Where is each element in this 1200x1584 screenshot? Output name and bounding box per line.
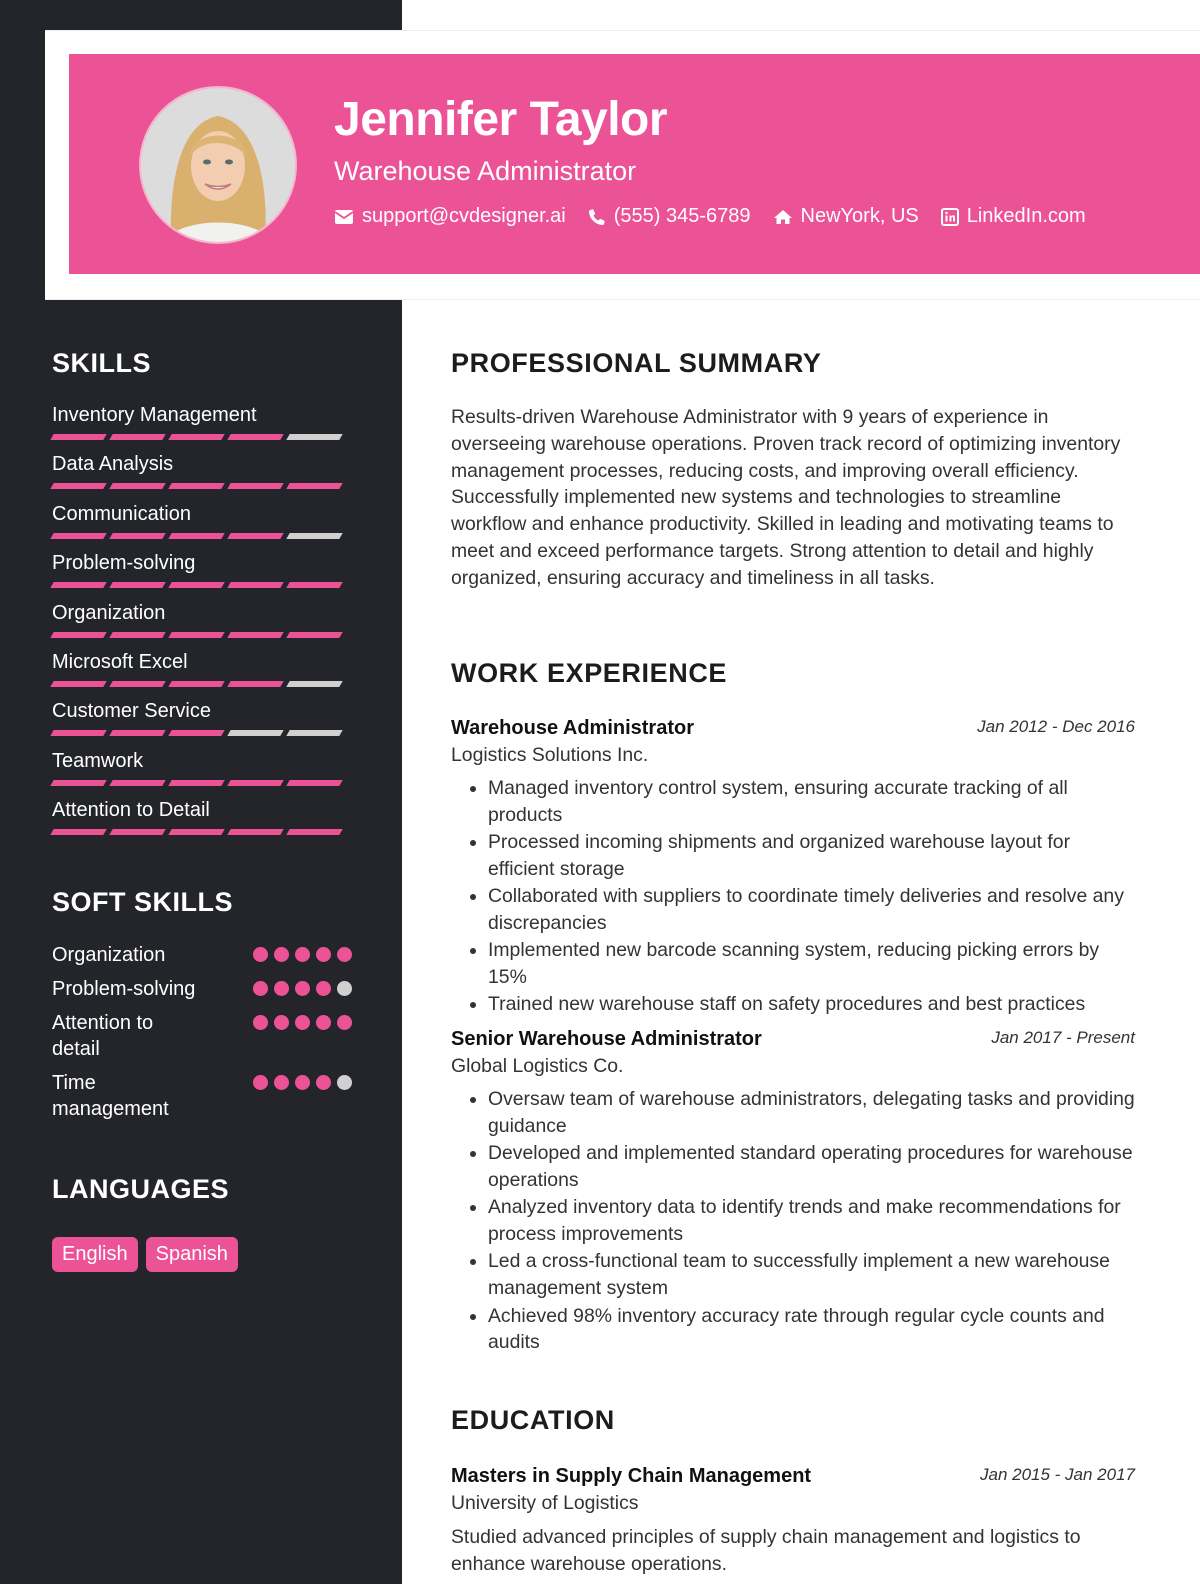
job-date: Jan 2017 - Present	[991, 1028, 1135, 1048]
skill-level-bars	[52, 582, 341, 588]
job-company: Global Logistics Co.	[451, 1055, 624, 1078]
skill-item	[52, 453, 352, 502]
contact-email-text: support@cvdesigner.ai	[362, 205, 566, 227]
skills-heading: SKILLS	[52, 348, 152, 378]
skill-bar-filled	[50, 730, 106, 736]
soft-skill-item	[52, 942, 352, 968]
skill-bar-empty	[286, 681, 342, 687]
skill-bar-filled	[227, 582, 283, 588]
rating-dot-filled	[316, 947, 331, 962]
contact-location-text: NewYork, US	[800, 205, 919, 227]
skill-bar-filled	[50, 434, 106, 440]
skill-bar-filled	[109, 632, 165, 638]
contact-email[interactable]	[334, 205, 566, 228]
language-tag: English	[52, 1237, 138, 1272]
skill-bar-empty	[286, 533, 342, 539]
job-bullet: • Led a cross-functional team to successfully implement a new warehouse management system	[488, 1248, 1141, 1302]
contact-linkedin-text: LinkedIn.com	[966, 205, 1086, 227]
degree-title: Masters in Supply Chain Management	[451, 1465, 812, 1487]
rating-dot-filled	[295, 1075, 310, 1090]
rating-dot-filled	[274, 947, 289, 962]
candidate-name: Jennifer Taylor	[334, 93, 668, 146]
job-bullets	[451, 775, 1141, 1018]
soft-skill-name: Time management	[52, 1072, 169, 1120]
candidate-title: Warehouse Administrator	[334, 156, 637, 186]
skill-bar-filled	[50, 829, 106, 835]
skill-bar-filled	[286, 632, 342, 638]
rating-dot-filled	[337, 947, 352, 962]
experience-heading: WORK EXPERIENCE	[451, 658, 728, 688]
education-date: Jan 2015 - Jan 2017	[979, 1465, 1135, 1484]
skill-bar-filled	[109, 434, 165, 440]
rating-dot-filled	[253, 947, 268, 962]
school-name: University of Logistics	[451, 1492, 639, 1514]
skill-bar-empty	[227, 730, 283, 736]
skill-item	[52, 503, 352, 552]
skill-name: Data Analysis	[52, 453, 174, 476]
skill-bar-filled	[168, 632, 224, 638]
soft-skill-name: Organization	[52, 944, 166, 966]
skill-level-bars	[52, 483, 341, 489]
skill-bar-filled	[50, 582, 106, 588]
profile-photo	[141, 88, 295, 242]
soft-skills-heading: SOFT SKILLS	[52, 887, 233, 917]
skill-item	[52, 651, 352, 700]
header-banner	[69, 54, 1200, 274]
rating-dot-filled	[316, 981, 331, 996]
contact-list	[334, 205, 1086, 228]
rating-dot-empty	[337, 1075, 352, 1090]
skill-bar-filled	[109, 582, 165, 588]
skill-bar-filled	[50, 483, 106, 489]
job-bullet: • Achieved 98% inventory accuracy rate through regular cycle counts and audits	[488, 1303, 1141, 1357]
job-bullets	[451, 1086, 1141, 1356]
contact-location	[773, 205, 919, 228]
skill-name: Inventory Management	[52, 404, 257, 426]
soft-skill-item	[52, 1070, 352, 1122]
job-bullet: • Implemented new barcode scanning system, reducing picking errors by 15%	[488, 937, 1141, 991]
rating-dot-filled	[316, 1075, 331, 1090]
skill-bar-filled	[286, 780, 342, 786]
skill-level-bars	[52, 533, 341, 539]
soft-skill-name: Attention to detail	[52, 1012, 154, 1060]
rating-dot-filled	[253, 981, 268, 996]
education-description: Studied advanced principles of supply chain management and logistics to enhance warehouse operations.	[451, 1526, 1081, 1575]
job-date: Jan 2012 - Dec 2016	[977, 717, 1135, 736]
soft-skill-rating	[253, 947, 352, 962]
header-top-frame	[402, 0, 1200, 31]
education-entry	[451, 1465, 1141, 1578]
skill-name: Organization	[52, 601, 166, 624]
skills-section	[52, 348, 352, 849]
job-bullet: • Analyzed inventory data to identify trends and make recommendations for process improvements	[488, 1194, 1141, 1248]
job-title: Warehouse Administrator	[451, 717, 694, 739]
skill-name: Customer Service	[52, 700, 211, 723]
skill-bar-filled	[286, 483, 342, 489]
job-entry	[451, 717, 1141, 1018]
job-company: Logistics Solutions Inc.	[451, 744, 649, 766]
skill-bar-filled	[227, 681, 283, 687]
summary-section	[451, 348, 1141, 592]
skill-bar-filled	[227, 780, 283, 786]
skill-name: Teamwork	[52, 749, 144, 772]
rating-dot-filled	[295, 947, 310, 962]
skill-bar-filled	[50, 681, 106, 687]
job-title: Senior Warehouse Administrator	[451, 1028, 762, 1051]
skill-bar-filled	[168, 434, 224, 440]
skill-item	[52, 700, 352, 749]
skill-bar-filled	[286, 582, 342, 588]
skill-bar-filled	[50, 533, 106, 539]
linkedin-icon	[941, 208, 959, 226]
soft-skill-rating	[253, 1075, 352, 1090]
skill-item	[52, 602, 352, 651]
education-heading: EDUCATION	[451, 1405, 615, 1435]
skill-bar-filled	[227, 434, 283, 440]
skill-level-bars	[52, 730, 341, 736]
skill-name: Microsoft Excel	[52, 650, 188, 673]
skill-bar-filled	[227, 483, 283, 489]
avatar	[139, 86, 297, 244]
rating-dot-filled	[316, 1015, 331, 1030]
skill-bar-filled	[109, 780, 165, 786]
rating-dot-empty	[337, 981, 352, 996]
job-bullet: • Oversaw team of warehouse administrators, delegating tasks and providing guidance	[488, 1086, 1141, 1140]
skill-bar-filled	[50, 780, 106, 786]
skill-name: Problem-solving	[52, 552, 196, 575]
rating-dot-filled	[274, 1015, 289, 1030]
skill-bar-filled	[50, 632, 106, 638]
rating-dot-filled	[274, 981, 289, 996]
rating-dot-filled	[337, 1015, 352, 1030]
skill-bar-filled	[109, 730, 165, 736]
skill-bar-filled	[109, 483, 165, 489]
skill-bar-filled	[168, 829, 224, 835]
skill-bar-empty	[286, 434, 342, 440]
skill-bar-filled	[168, 730, 224, 736]
home-icon	[773, 209, 793, 225]
skills-list	[52, 404, 352, 849]
experience-section	[451, 658, 1141, 1357]
envelope-icon	[334, 209, 354, 225]
job-entry	[451, 1028, 1141, 1356]
job-bullet: • Trained new warehouse staff on safety procedures and best practices	[488, 991, 1141, 1018]
soft-skills-list	[52, 942, 352, 1122]
job-bullet: • Developed and implemented standard operating procedures for warehouse operations	[488, 1140, 1141, 1194]
skill-bar-filled	[109, 829, 165, 835]
soft-skills-section	[52, 887, 352, 1130]
soft-skill-item	[52, 976, 352, 1002]
contact-phone-text: (555) 345-6789	[613, 205, 751, 227]
education-section	[451, 1405, 1141, 1578]
languages-section	[52, 1174, 352, 1272]
skill-bar-filled	[227, 632, 283, 638]
skill-bar-filled	[168, 780, 224, 786]
skill-bar-filled	[168, 533, 224, 539]
language-tag: Spanish	[146, 1237, 238, 1272]
rating-dot-filled	[253, 1015, 268, 1030]
languages-heading: LANGUAGES	[52, 1174, 230, 1204]
soft-skill-rating	[253, 1015, 352, 1030]
contact-phone[interactable]	[588, 205, 751, 228]
rating-dot-filled	[253, 1075, 268, 1090]
skill-level-bars	[52, 632, 341, 638]
skill-name: Attention to Detail	[52, 799, 210, 822]
contact-linkedin[interactable]	[941, 205, 1086, 228]
rating-dot-filled	[295, 1015, 310, 1030]
phone-icon	[588, 208, 606, 226]
skill-bar-filled	[168, 582, 224, 588]
rating-dot-filled	[274, 1075, 289, 1090]
skill-bar-filled	[286, 829, 342, 835]
skill-bar-filled	[109, 681, 165, 687]
job-bullet: • Collaborated with suppliers to coordinate timely deliveries and resolve any discrepancies	[488, 883, 1141, 937]
skill-bar-empty	[286, 730, 342, 736]
skill-level-bars	[52, 681, 341, 687]
skill-bar-filled	[227, 533, 283, 539]
skill-item	[52, 404, 352, 453]
skill-level-bars	[52, 780, 341, 786]
summary-heading: PROFESSIONAL SUMMARY	[451, 348, 822, 378]
summary-text: Results-driven Warehouse Administrator with 9 years of experience in overseeing warehouse operations. Proven track record of optimizing inventory management processes, reducing costs, and improving overall efficiency. Successfully implemented new systems and technologies to streamline workflow and enhance productivity. Skilled in leading and motivating teams to meet and exceed performance targets. Strong attention to detail and highly organized, ensuring accuracy and timeliness in all tasks.	[451, 406, 1121, 589]
skill-level-bars	[52, 829, 341, 835]
soft-skill-rating	[253, 981, 352, 996]
soft-skill-item	[52, 1010, 352, 1062]
skill-item	[52, 750, 352, 799]
skill-bar-filled	[109, 533, 165, 539]
job-bullet: • Processed incoming shipments and organized warehouse layout for efficient storage	[488, 829, 1141, 883]
soft-skill-name: Problem-solving	[52, 978, 196, 1000]
job-bullet: • Managed inventory control system, ensuring accurate tracking of all products	[488, 775, 1141, 829]
skill-level-bars	[52, 434, 341, 440]
skill-bar-filled	[168, 483, 224, 489]
skill-item	[52, 799, 352, 848]
skill-bar-filled	[168, 681, 224, 687]
skill-name: Communication	[52, 502, 191, 525]
skill-item	[52, 552, 352, 601]
languages-list	[52, 1237, 352, 1272]
rating-dot-filled	[295, 981, 310, 996]
skill-bar-filled	[227, 829, 283, 835]
